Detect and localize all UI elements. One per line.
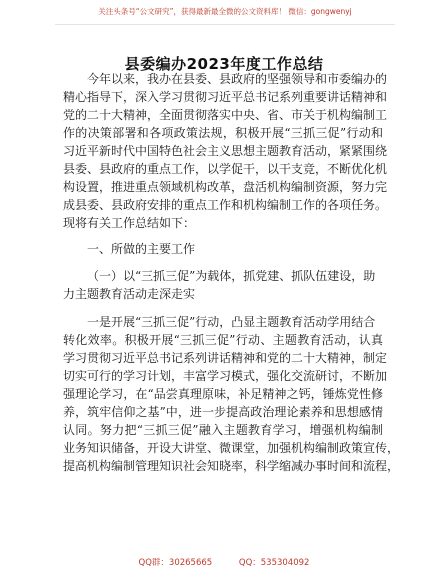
body-line: 党的二十大精神，全面贯彻落实中央、省、市关于机构编制工 xyxy=(63,108,388,122)
body-line: 习近平新时代中国特色社会主义思想主题教育活动，紧紧围绕 xyxy=(63,144,388,158)
body-line: 一是开展“三抓三促”行动，凸显主题教育活动学用结合 xyxy=(87,315,376,329)
body-line: 认同。努力把“三抓三促”融入主题教育学习，增强机构编制 xyxy=(63,423,383,437)
body-line: 切实可行的学习计划，丰富学习模式，强化交流研讨，不断加 xyxy=(63,369,388,383)
subsection-heading: （一）以“三抓三促”为载体，抓党建、抓队伍建设，助 xyxy=(87,269,376,283)
body-line: 今年以来，我办在县委、县政府的坚强领导和市委编办的 xyxy=(87,72,388,86)
subsection-heading-cont: 力主题教育活动走深走实 xyxy=(63,287,196,301)
body-line: 养，筑牢信仰之基”中，进一步提高政治理论素养和思想感情 xyxy=(63,405,383,419)
document-title: 县委编办2023年度工作总结 xyxy=(124,55,324,73)
footer-qq-group: QQ群：30265665 xyxy=(138,558,213,568)
footer-qq: QQ：535304092 xyxy=(238,558,310,568)
top-banner: 关注头条号“公文研究”，获得最新最全微的公文资料库！ 微信：gongwenyj xyxy=(55,0,395,25)
body-line: 现将有关工作总结如下： xyxy=(63,216,196,230)
footer-contact xyxy=(0,556,448,568)
body-line: 县委、县政府的重点工作，以学促干，以干支竞，不断优化机 xyxy=(63,162,388,176)
body-line: 学习贯彻习近平总书记系列讲话精神和党的二十大精神，制定 xyxy=(63,351,388,365)
body-line: 提高机构编制管理知识社会知晓率，科学缩减办事时间和流程， xyxy=(63,459,400,473)
body-line: 精心指导下，深入学习贯彻习近平总书记系列重要讲话精神和 xyxy=(63,90,388,104)
body-line: 构设置，推进重点领域机构改革，盘活机构编制资源，努力完 xyxy=(63,180,388,194)
body-line: 业务知识储备，开设大讲堂、微课堂，加强机构编制政策宣传， xyxy=(63,441,400,455)
body-line: 成县委、县政府安排的重点工作和机构编制工作的各项任务。 xyxy=(63,198,388,212)
body-line: 作的决策部署和各项政策法规，积极开展“三抓三促”行动和 xyxy=(63,126,383,140)
section-heading: 一、所做的主要工作 xyxy=(87,242,196,256)
body-line: 强理论学习，在“品尝真理原味，补足精神之钙，锤炼党性修 xyxy=(63,387,383,401)
body-line: 转化效率。积极开展“三抓三促”行动、主题教育活动，认真 xyxy=(63,333,383,347)
